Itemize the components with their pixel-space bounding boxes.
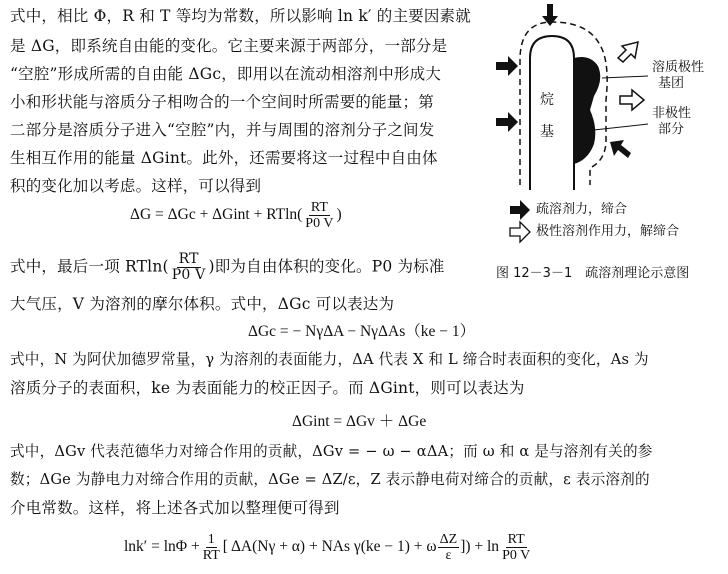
fraction-numerator: 1: [207, 532, 215, 547]
text-line-4: 小和形状能与溶质分子相吻合的一个空间时所需要的能量；第: [10, 93, 434, 111]
fraction-rt-p0v: [500, 532, 532, 563]
text-line-10: 式中，N 为阿伏加德罗常量，γ 为溶剂的表面能力，ΔA 代表 X 和 L 缔合时表面积的变化，As 为: [10, 351, 649, 368]
solvophobic-arrow-icon: [496, 56, 518, 76]
fraction-numerator: ΔZ: [439, 532, 458, 547]
text-line-11: 溶质分子的表面积，ke 为表面能力的校正因子。而 ΔGint，则可以表达为: [10, 379, 525, 397]
polar-arrow-icon: [618, 42, 638, 62]
fraction-numerator: RT: [178, 251, 199, 267]
fraction-numerator: RT: [310, 200, 328, 215]
line8-part-a: 式中，最后一项 RTln(: [10, 257, 169, 276]
eq4-part-b: [ ΔA(Nγ + α) + NAs γ(ke − 1) + ω: [222, 538, 437, 556]
figure-solvophobic-theory: [490, 0, 728, 300]
label-nonpolar-line1: 非极性: [652, 106, 692, 121]
text-line-7: 积的变化加以考虑。这样，可以得到: [10, 177, 262, 195]
fraction-numerator: RT: [507, 532, 525, 547]
fraction-denominator: P0 V: [502, 548, 531, 563]
pointer-line-polar: [602, 76, 648, 78]
eq1-rhs: ): [336, 206, 342, 224]
legend-solvophobic-label: 疏溶剂力，缔合: [536, 202, 628, 217]
fraction-denominator: P0 V: [171, 267, 206, 283]
label-polar-group-line1: 溶质极性: [652, 60, 705, 75]
figure-diagram: [490, 0, 728, 300]
text-line-5: 二部分是溶质分子进入“空腔”内，并与周围的溶剂分子之间发: [10, 121, 435, 139]
eq4-part-a: lnk′ = lnΦ +: [124, 538, 200, 556]
fraction-1-rt: [201, 532, 222, 563]
text-line-2: 是 ΔG，即系统自由能的变化。它主要来源于两部分，一部分是: [10, 37, 448, 55]
solvophobic-arrow-icon: [610, 140, 631, 158]
text-line-13: 数；ΔGe 为静电力对缔合作用的贡献，ΔGe = ΔZ/ε，Z 表示静电荷对缔合的贡献，ε 表示溶剂的: [10, 471, 650, 488]
text-line-8: [10, 252, 445, 283]
solvophobic-arrow-icon: [496, 112, 518, 132]
solute-molecule-shape: [574, 57, 600, 164]
line8-part-b: )即为自由体积的变化。P0 为标准: [208, 257, 445, 276]
equation-delta-gc: ΔGc = − NγΔA − NγΔAs（ke − 1）: [248, 323, 476, 340]
legend-solid-arrow-icon: [510, 200, 530, 220]
eq1-lhs: ΔG = ΔGc + ΔGint + RTln(: [130, 206, 303, 224]
pillar-char-2: 基: [540, 124, 554, 140]
alkyl-pillar: [530, 36, 574, 190]
pillar-char-1: 烷: [540, 92, 554, 108]
inline-fraction-rt-p0v: [170, 252, 208, 283]
fraction-denominator: RT: [202, 548, 220, 563]
pointer-line-nonpolar: [594, 124, 648, 130]
equation-free-energy: [130, 200, 342, 231]
legend-polar-label: 极性溶剂作用力，解缔合: [536, 224, 680, 239]
fraction-denominator: P0 V: [305, 216, 334, 231]
fraction-dz-eps: [438, 532, 460, 563]
label-polar-group-line2: 基团: [658, 76, 685, 91]
legend-hollow-arrow-icon: [510, 222, 530, 242]
polar-arrow-icon: [620, 90, 644, 110]
text-line-14: 介电常数。这样，将上述各式加以整理便可得到: [10, 499, 340, 517]
label-nonpolar-line2: 部分: [658, 122, 685, 137]
fraction-denominator: ε: [445, 548, 452, 563]
equation-lnk: [124, 532, 533, 563]
fraction-rt-p0v: [303, 200, 335, 231]
text-line-9: 大气压，V 为溶剂的摩尔体积。式中，ΔGc 可以表达为: [10, 295, 395, 313]
text-line-3: “空腔”形成所需的自由能 ΔGc，即用以在流动相溶剂中形成大: [10, 65, 442, 83]
eq4-part-c: ]) + ln: [460, 538, 500, 556]
text-line-6: 生相互作用的能量 ΔGint。此外，还需要将这一过程中自由体: [10, 149, 438, 167]
text-line-1: 式中，相比 Φ，R 和 T 等均为常数，所以影响 ln k′ 的主要因素就: [10, 7, 471, 25]
text-line-12: 式中，ΔGv 代表范德华力对缔合作用的贡献，ΔGv = − ω − αΔA；而 ω 和 α 是与溶剂有关的参: [10, 443, 653, 460]
equation-delta-gint: ΔGint = ΔGv ＋ ΔGe: [292, 413, 427, 430]
figure-caption: 图 12－3－1 疏溶剂理论示意图: [496, 266, 690, 281]
